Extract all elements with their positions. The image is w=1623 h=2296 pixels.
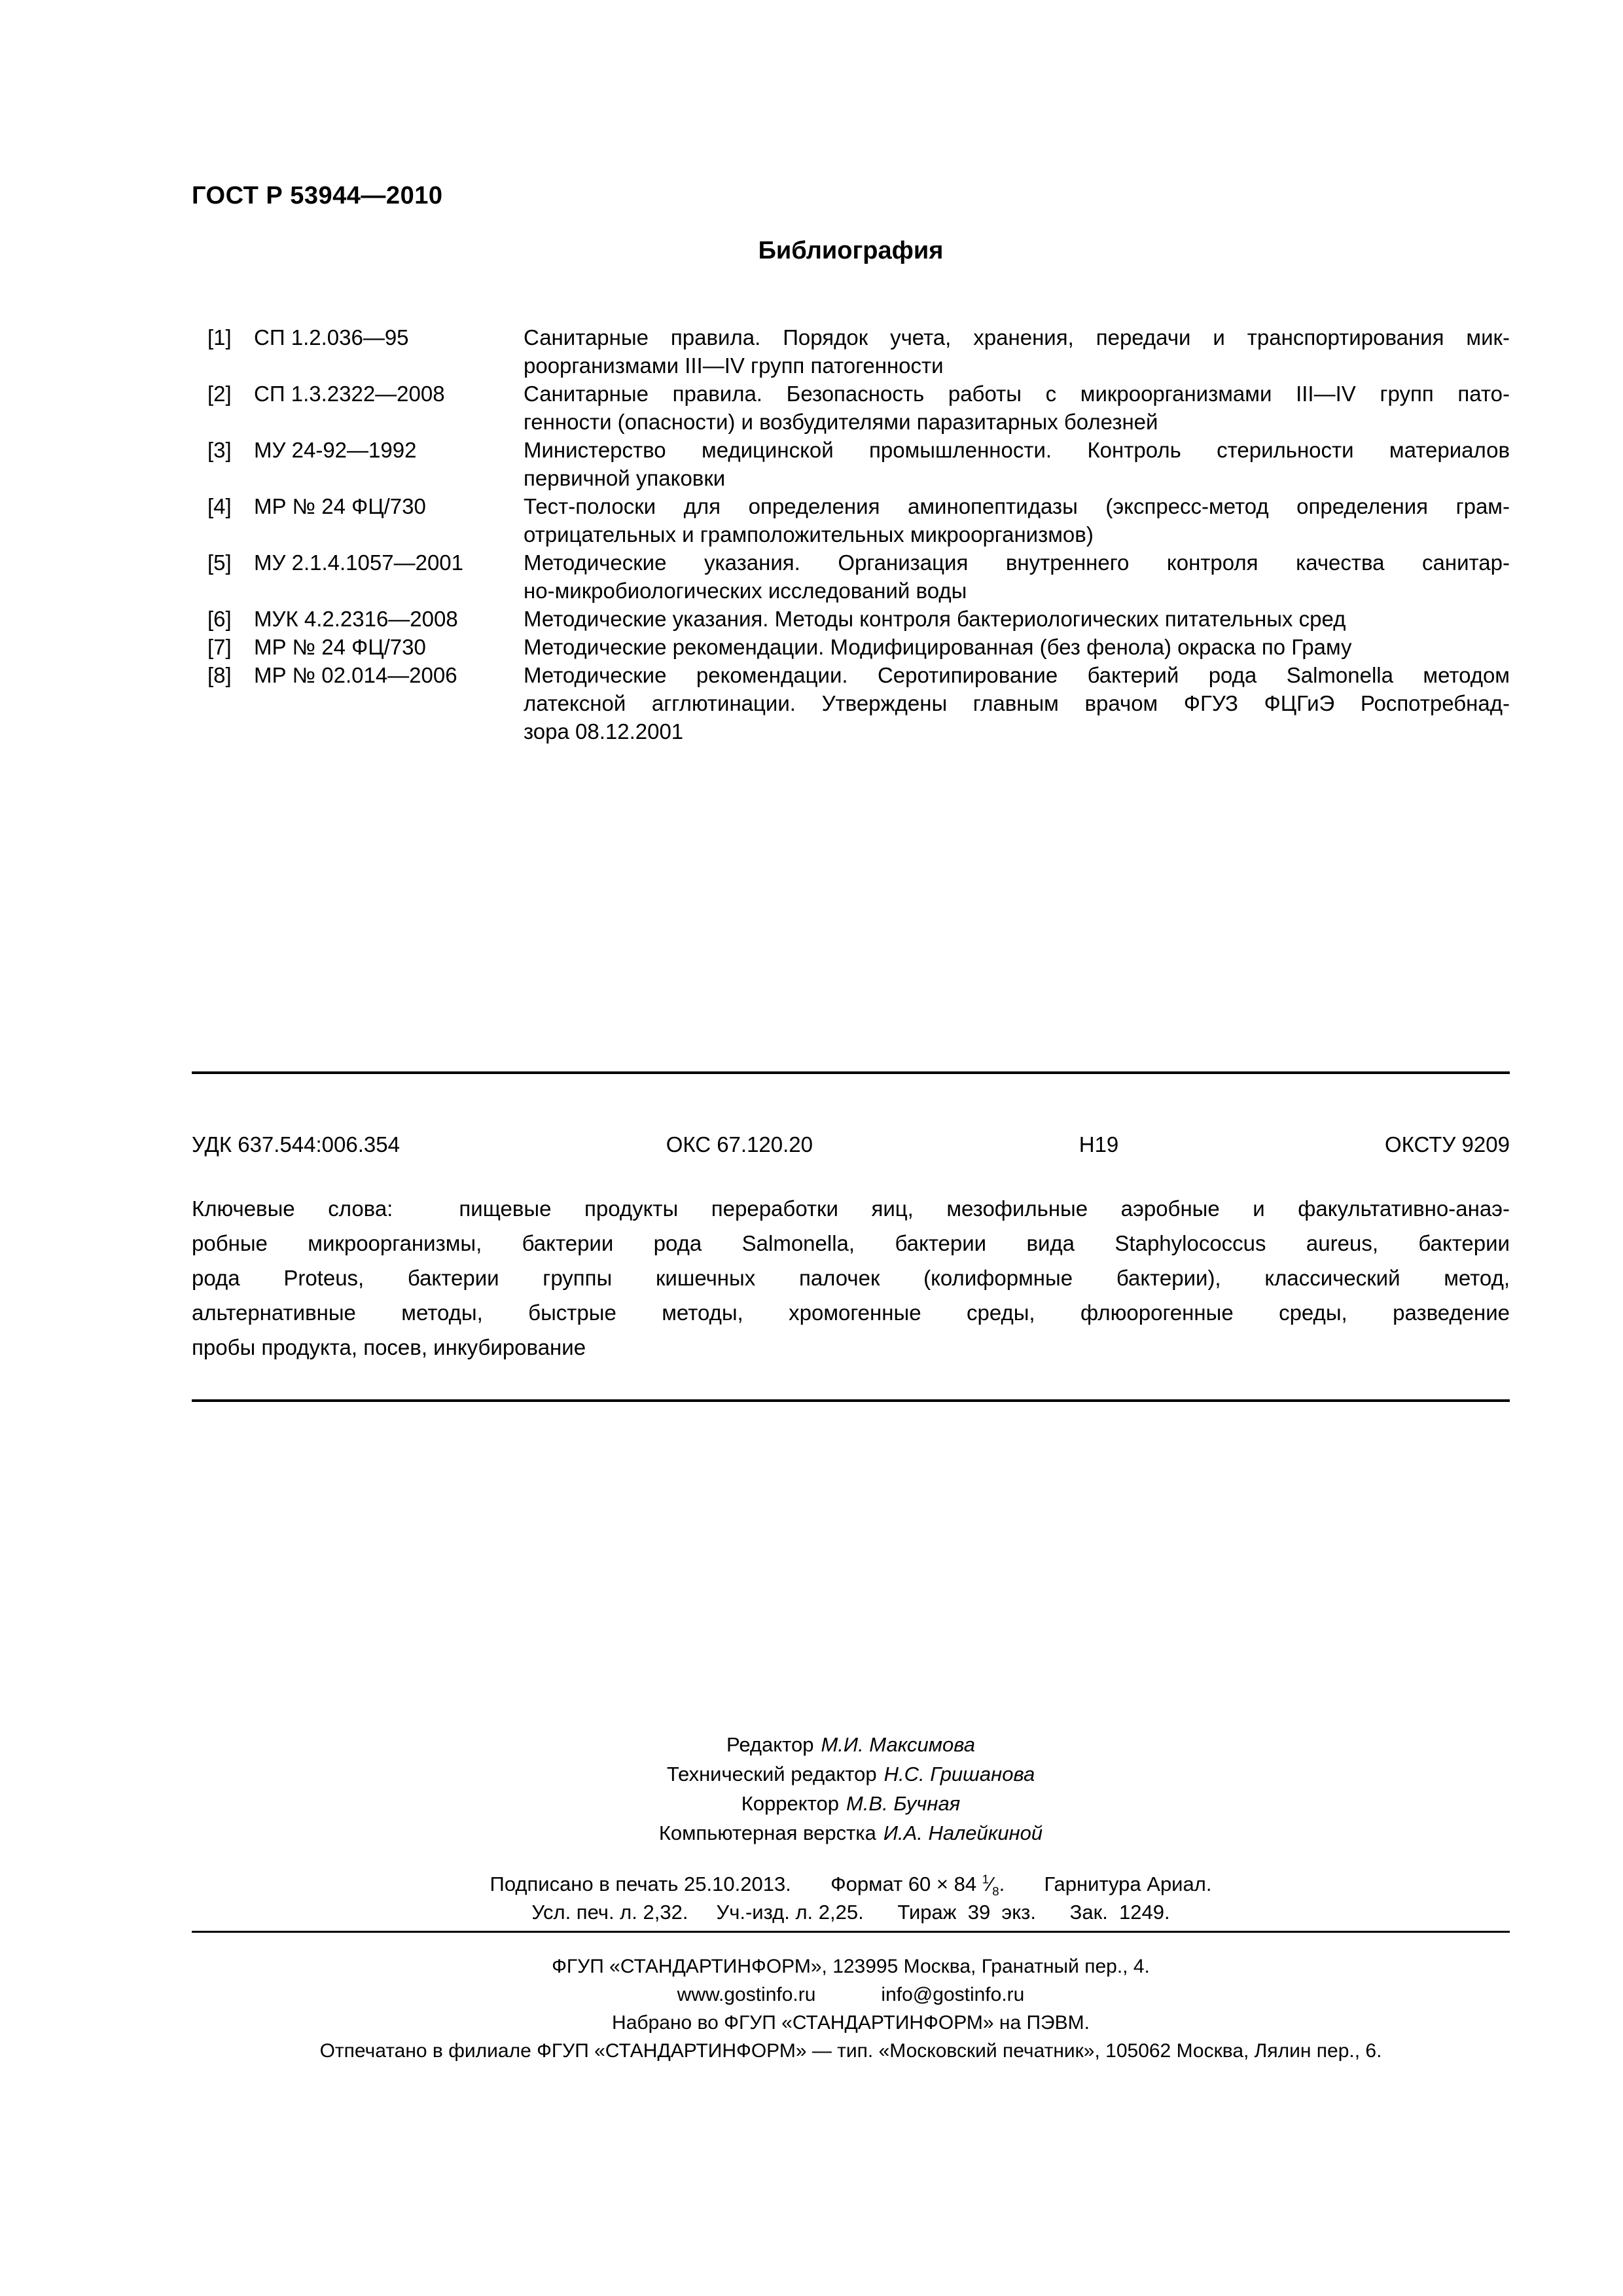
reference-text-line: Методические указания. Методы контроля бактериологических питательных сред — [524, 607, 1346, 631]
bibliography-entry — [207, 661, 1510, 745]
bibliography-entry — [207, 548, 1510, 605]
imprint-line — [192, 1870, 1510, 1898]
credit-line — [192, 1789, 1510, 1818]
credit-name: И.А. Налейкиной — [883, 1821, 1043, 1844]
reference-code: МР № 24 ФЦ/730 — [254, 494, 426, 518]
print-note: Отпечатано в филиале ФГУП «СТАНДАРТИНФОРМ» — тип. «Московский печатник», 105062 Москва, Лялин пер., 6. — [319, 2040, 1382, 2062]
classification-row — [192, 1130, 1510, 1158]
reference-description — [524, 633, 1510, 661]
format-fraction-slash: ⁄ — [989, 1873, 993, 1895]
reference-text-line: латексной агглютинации. Утверждены главным врачом ФГУЗ ФЦГиЭ Роспотребнад- — [524, 691, 1510, 715]
okstu-code: ОКСТУ 9209 — [1385, 1132, 1510, 1157]
bibliography-entry — [207, 323, 1510, 380]
reference-number: [2] — [207, 382, 232, 406]
reference-text-line: первичной упаковки — [524, 466, 726, 490]
reference-number: [8] — [207, 663, 232, 687]
reference-code: МУ 2.1.4.1057—2001 — [254, 550, 464, 575]
horizontal-rule — [192, 1399, 1510, 1402]
bibliography-list — [207, 323, 1510, 745]
publisher-block — [192, 1952, 1510, 2065]
reference-number: [3] — [207, 438, 232, 462]
reference-code: МР № 02.014—2006 — [254, 663, 457, 687]
horizontal-rule — [192, 1931, 1510, 1933]
reference-text-line: но-микробиологических исследований воды — [524, 579, 967, 603]
bibliography-title: Библиография — [758, 237, 944, 264]
credit-line — [192, 1759, 1510, 1789]
keywords-paragraph — [192, 1191, 1510, 1365]
n-code: Н19 — [1079, 1132, 1119, 1157]
reference-description — [524, 661, 1510, 745]
credits-block — [192, 1730, 1510, 1848]
reference-description — [524, 548, 1510, 605]
credit-name: Н.С. Гришанова — [883, 1763, 1035, 1785]
doc-number-header: ГОСТ Р 53944—2010 — [192, 182, 443, 209]
imprint-line: Усл. печ. л. 2,32. Уч.-изд. л. 2,25. Тираж 39 экз. Зак. 1249. — [531, 1901, 1170, 1924]
oks-code: ОКС 67.120.20 — [666, 1132, 813, 1157]
reference-code: СП 1.2.036—95 — [254, 325, 409, 350]
credit-role: Редактор — [726, 1733, 814, 1756]
reference-text-line: роорганизмами III—IV групп патогенности — [524, 353, 944, 378]
reference-number: [5] — [207, 550, 232, 575]
credit-role: Технический редактор — [666, 1763, 877, 1785]
keywords-line: Ключевые слова: пищевые продукты переработки яиц, мезофильные аэробные и факультативно-анаэ- — [192, 1196, 1510, 1221]
credit-name: М.И. Максимова — [821, 1733, 975, 1756]
reference-text-line: Санитарные правила. Порядок учета, хранения, передачи и транспортирования мик- — [524, 325, 1510, 350]
imprint-block — [192, 1870, 1510, 1926]
horizontal-rule — [192, 1071, 1510, 1074]
typeset-note: Набрано во ФГУП «СТАНДАРТИНФОРМ» на ПЭВМ. — [612, 2012, 1090, 2034]
credit-line — [192, 1730, 1510, 1759]
reference-description — [524, 605, 1510, 633]
reference-text-line: Методические указания. Организация внутреннего контроля качества санитар- — [524, 550, 1510, 575]
keywords-line: рода Proteus, бактерии группы кишечных палочек (колиформные бактерии), классический метод, — [192, 1266, 1510, 1290]
reference-text-line: Министерство медицинской промышленности. Контроль стерильности материалов — [524, 438, 1510, 462]
bibliography-entry — [207, 633, 1510, 661]
imprint-text: . Гарнитура Ариал. — [999, 1873, 1212, 1895]
reference-text-line: отрицательных и грамположительных микроорганизмов) — [524, 522, 1094, 547]
reference-text-line: Санитарные правила. Безопасность работы с микроорганизмами III—IV групп пато- — [524, 382, 1510, 406]
bibliography-entry — [207, 380, 1510, 436]
reference-code: СП 1.3.2322—2008 — [254, 382, 445, 406]
credit-role: Компьютерная верстка — [658, 1821, 876, 1844]
reference-number: [6] — [207, 607, 232, 631]
reference-number: [7] — [207, 635, 232, 659]
reference-description — [524, 380, 1510, 436]
reference-text-line: Тест-полоски для определения аминопептидазы (экспресс-метод определения грам- — [524, 494, 1510, 518]
reference-description — [524, 492, 1510, 548]
reference-text-line: Методические рекомендации. Серотипирование бактерий рода Salmonella методом — [524, 663, 1510, 687]
reference-text-line: зора 08.12.2001 — [524, 719, 684, 744]
reference-code: МР № 24 ФЦ/730 — [254, 635, 426, 659]
reference-number: [1] — [207, 325, 232, 350]
reference-description — [524, 436, 1510, 492]
credit-line — [192, 1818, 1510, 1848]
udk-code: УДК 637.544:006.354 — [192, 1132, 400, 1157]
publisher-address: ФГУП «СТАНДАРТИНФОРМ», 123995 Москва, Гранатный пер., 4. — [552, 1956, 1150, 1977]
reference-code: МУК 4.2.2316—2008 — [254, 607, 458, 631]
reference-number: [4] — [207, 494, 232, 518]
credit-role: Корректор — [741, 1792, 839, 1815]
bibliography-entry — [207, 492, 1510, 548]
bibliography-entry — [207, 436, 1510, 492]
reference-text-line: генности (опасности) и возбудителями паразитарных болезней — [524, 410, 1158, 434]
reference-code: МУ 24-92—1992 — [254, 438, 417, 462]
credit-name: М.В. Бучная — [846, 1792, 961, 1815]
reference-text-line: Методические рекомендации. Модифицированная (без фенола) окраска по Граму — [524, 635, 1352, 659]
keywords-line: пробы продукта, посев, инкубирование — [192, 1335, 586, 1359]
imprint-text: Подписано в печать 25.10.2013. Формат 60 × 84 — [490, 1873, 982, 1895]
publisher-contacts: www.gostinfo.ru info@gostinfo.ru — [677, 1984, 1025, 2005]
keywords-line: робные микроорганизмы, бактерии рода Salmonella, бактерии вида Staphylococcus aureus, бактерии — [192, 1231, 1510, 1255]
format-fraction-numerator: 1 — [982, 1872, 990, 1886]
keywords-line: альтернативные методы, быстрые методы, хромогенные среды, флюорогенные среды, разведение — [192, 1300, 1510, 1325]
reference-description — [524, 323, 1510, 380]
format-fraction-denominator: 8 — [992, 1884, 999, 1899]
bibliography-entry — [207, 605, 1510, 633]
